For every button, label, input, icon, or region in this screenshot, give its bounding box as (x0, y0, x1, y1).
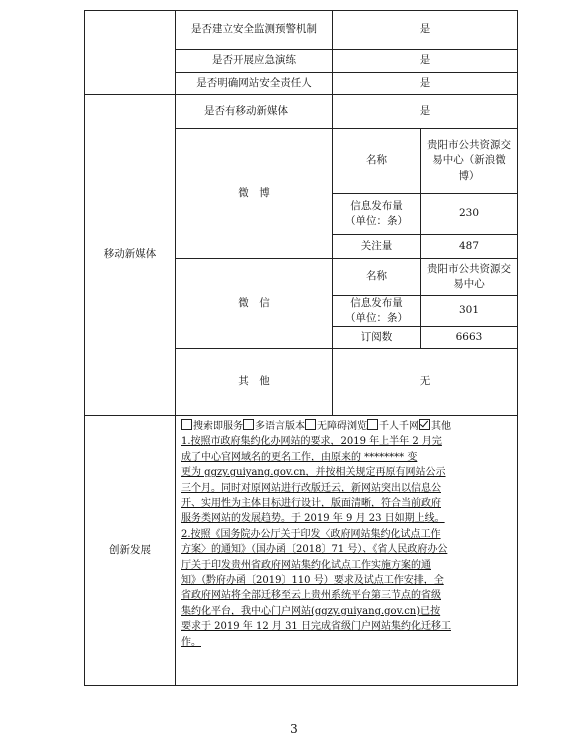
checkbox-icon[interactable] (305, 419, 316, 430)
mobile-section-label (84, 94, 176, 416)
option-accessibility[interactable] (305, 421, 367, 432)
innovation-text-line: 集约化平台，我中心门户网站(ggzy.guiyang.gov.cn)已按 (181, 605, 441, 617)
monitoring-label (175, 10, 333, 50)
has-mobile-label (175, 94, 333, 129)
innovation-text-line: 2.按照《国务院办公厅关于印发〈政府网站集约化试点工作 (181, 528, 441, 540)
weibo-name-label (332, 128, 421, 194)
innovation-options (181, 419, 512, 434)
option-label: 多语言版本 (255, 421, 305, 432)
weixin-posts-value (420, 295, 518, 327)
innovation-text-line: 三个月。同时对原网站进行改版迁云，新网站突出以信息公 (181, 482, 441, 494)
checkbox-checked-icon[interactable] (419, 419, 430, 430)
innovation-text-line: 要求于 2019 年 12 月 31 日完成省级门户网站集约化迁移工 (181, 621, 451, 633)
monitoring-label-text: 是否建立安全监测预警机制 (191, 23, 317, 36)
option-other[interactable] (419, 421, 451, 432)
mobile-section-text: 移动新媒体 (103, 248, 157, 261)
emergency-label-text: 是否开展应急演练 (212, 54, 296, 67)
weixin-name-value-text: 贵阳市公共资源交易中心 (427, 262, 511, 290)
weibo-name-label-text: 名称 (366, 154, 387, 167)
has-mobile-value-text: 是 (419, 104, 431, 117)
innovation-text-line: 省政府网站将全部迁移至云上贵州系统平台第三节点的省级 (181, 590, 441, 602)
weixin-name-label (332, 258, 421, 296)
emergency-value (332, 49, 518, 73)
page-number: 3 (290, 722, 298, 736)
weibo-followers-label (332, 234, 421, 259)
other-label-text: 其 他 (238, 375, 270, 388)
weixin-posts-value-text: 301 (458, 304, 480, 317)
has-mobile-label-text: 是否有移动新媒体 (204, 104, 288, 117)
weixin-name-value (420, 258, 518, 296)
weibo-followers-value-text: 487 (458, 239, 480, 252)
weibo-followers-value (420, 234, 518, 259)
weibo-posts-label (332, 193, 421, 235)
weixin-label-text: 微 信 (238, 296, 270, 309)
innovation-text-line: 方案〉的通知》（国办函〔2018〕71 号）、《省人民政府办公 (181, 544, 448, 556)
option-label: 千人千网 (379, 421, 419, 432)
weibo-posts-value (420, 193, 518, 235)
weixin-subs-value-text: 6663 (455, 330, 483, 343)
option-label: 无障碍浏览 (317, 421, 367, 432)
weixin-posts-label-1: 信息发布量 (350, 296, 403, 309)
option-label: 其他 (431, 421, 451, 432)
innovation-text-line: 厅关于印发贵州省政府网站集约化试点工作实施方案的通 (181, 559, 431, 571)
option-label: 搜索即服务 (193, 421, 243, 432)
option-search-service[interactable] (181, 421, 243, 432)
checkbox-icon[interactable] (181, 419, 192, 430)
weibo-name-value (420, 128, 518, 194)
weixin-subs-label (332, 326, 421, 349)
option-personalized[interactable] (367, 421, 419, 432)
other-label (175, 348, 333, 416)
innovation-content (175, 415, 518, 686)
innovation-text-line: 1.按照市政府集约化办网站的要求，2019 年上半年 2 月完 (181, 436, 442, 448)
responsible-label-text: 是否明确网站安全责任人 (196, 76, 312, 89)
weibo-label-text: 微 博 (238, 186, 270, 199)
weibo-posts-label-2: （单位：条） (345, 215, 408, 227)
weixin-label (175, 258, 333, 349)
innovation-text-line: 知》（黔府办函〔2019〕110 号）要求及试点工作安排，全 (181, 575, 444, 587)
weibo-posts-label-1: 信息发布量 (350, 199, 403, 212)
weibo-followers-label-text: 关注量 (360, 239, 393, 252)
weixin-subs-label-text: 订阅数 (360, 330, 393, 343)
innovation-text-line: 更为 ggzy.guiyang.gov.cn，并按相关规定再原有网站公示 (181, 467, 446, 479)
innovation-text-line: 开、实用性为主体目标进行设计，版面清晰，符合当前政府 (181, 498, 441, 510)
emergency-label (175, 49, 333, 73)
innovation-text-line: 服务类网站的发展趋势。于 2019 年 9 月 23 日如期上线。 (181, 513, 445, 525)
responsible-value-text: 是 (419, 76, 431, 89)
weixin-subs-value (420, 326, 518, 349)
responsible-value (332, 72, 518, 95)
weibo-posts-value-text: 230 (458, 207, 480, 220)
innovation-label (84, 415, 176, 686)
weixin-name-label-text: 名称 (366, 270, 387, 283)
innovation-text-line: 成了中心官网域名的更名工作，由原来的 ******** 变 (181, 451, 418, 463)
weibo-name-value-text: 贵阳市公共资源交易中心（新浪微博） (427, 139, 511, 182)
weixin-posts-label (332, 295, 421, 327)
monitoring-value-text: 是 (419, 23, 431, 36)
has-mobile-value (332, 94, 518, 129)
innovation-label-text: 创新发展 (109, 543, 151, 556)
responsible-label (175, 72, 333, 95)
other-value-text: 无 (419, 375, 431, 388)
weixin-posts-label-2: （单位：条） (345, 312, 408, 324)
report-table (84, 10, 518, 686)
checkbox-icon[interactable] (367, 419, 378, 430)
weibo-label (175, 128, 333, 259)
monitoring-value (332, 10, 518, 50)
section-blank-cell (84, 10, 176, 95)
option-multilingual[interactable] (243, 421, 305, 432)
innovation-text-line: 作。 (181, 636, 201, 648)
other-value (332, 348, 518, 416)
checkbox-icon[interactable] (243, 419, 254, 430)
emergency-value-text: 是 (419, 54, 431, 67)
